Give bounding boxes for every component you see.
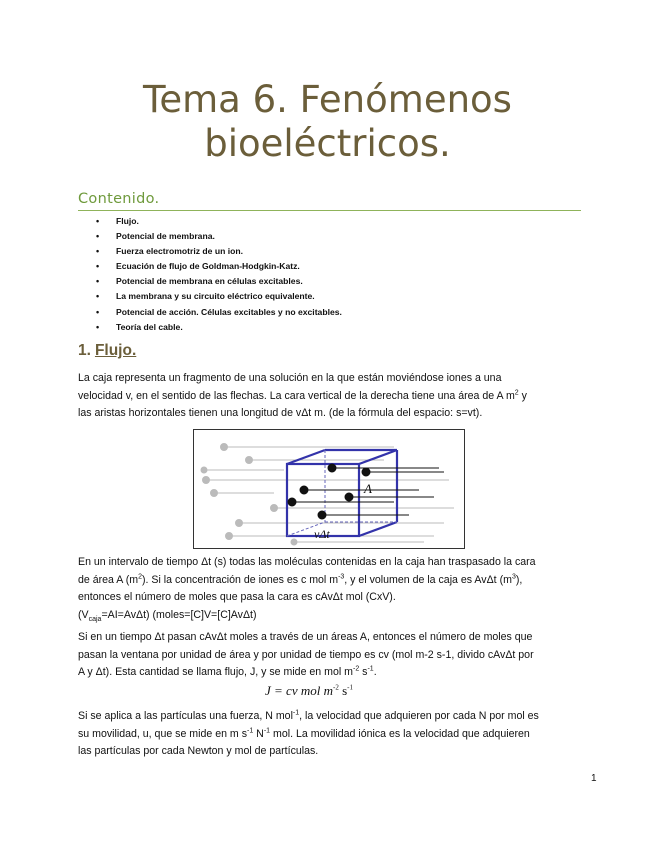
paragraph-line xyxy=(78,664,580,682)
text-run: y xyxy=(518,389,527,402)
bullet-icon: • xyxy=(96,231,100,242)
toc-item-label: Potencial de membrana. xyxy=(116,231,215,242)
superscript: 3 xyxy=(511,572,516,580)
formula-text: J = cv mol m xyxy=(265,683,333,698)
table-of-contents xyxy=(96,214,342,335)
text-run: s xyxy=(359,666,368,678)
toc-item xyxy=(96,229,342,244)
bullet-icon: • xyxy=(96,321,100,332)
section-title: Flujo. xyxy=(94,342,137,359)
paragraph-line: entonces el número de moles que pasa la cara es cAvΔt mol (CxV). xyxy=(78,591,396,603)
toc-item xyxy=(96,289,342,304)
subscript: caja xyxy=(88,615,102,623)
text-run: su movilidad, u, que se mide en m s xyxy=(78,727,247,740)
flux-formula xyxy=(265,683,353,699)
paragraph-box-description xyxy=(78,370,580,423)
superscript: -2 xyxy=(332,683,339,692)
contents-heading: Contenido. xyxy=(78,191,160,207)
paragraph-line: las aristas horizontales tienen una longitud de vΔt m. (de la fórmula del espacio: s=vt). xyxy=(78,407,483,419)
text-run: mol. La movilidad iónica es la velocidad que adquieren xyxy=(270,727,530,740)
paragraph-line: pasan la ventana por unidad de área y por unidad de tiempo es cv (mol m-2 s-1, divido cAvΔt por xyxy=(78,648,534,661)
superscript: -1 xyxy=(247,726,254,734)
title-line-2: bioeléctricos. xyxy=(204,122,451,165)
toc-item-label: Potencial de membrana en células excitables. xyxy=(116,276,303,287)
bullet-icon: • xyxy=(96,276,100,287)
toc-item-label: Ecuación de flujo de Goldman-Hodgkin-Katz. xyxy=(116,261,300,272)
text-run: Si se aplica a las partículas una fuerza, N mol xyxy=(78,710,293,722)
bullet-icon: • xyxy=(96,306,100,317)
superscript: -1 xyxy=(292,709,300,717)
text-run: , y el volumen de la caja es AvΔt (m xyxy=(344,573,512,586)
text-run: (V xyxy=(78,608,89,621)
text-run: A y Δt). Esta cantidad se llama flujo, J, y se mide en mol m xyxy=(78,666,353,678)
text-run: =AI=AvΔt) (moles=[C]V=[C]AvΔt) xyxy=(101,608,257,621)
title-line-1: Tema 6. Fenómenos xyxy=(143,78,512,121)
toc-item xyxy=(96,320,342,335)
formula-text: s xyxy=(338,683,348,698)
length-label: vΔt xyxy=(314,527,330,541)
bullet-icon: • xyxy=(96,246,100,257)
superscript: 2 xyxy=(138,572,142,580)
text-run: ). Si la concentración de iones es c mol m xyxy=(141,573,339,586)
superscript: -1 xyxy=(263,726,271,734)
paragraph-line: las partículas por cada Newton y mol de partículas. xyxy=(78,745,319,757)
toc-item xyxy=(96,214,342,229)
paragraph-line: En un intervalo de tiempo Δt (s) todas las moléculas contenidas en la caja han traspasado la cara xyxy=(78,556,536,568)
superscript: -2 xyxy=(352,665,360,673)
flux-box-figure xyxy=(193,429,465,549)
page-number: 1 xyxy=(591,773,597,784)
text-run: ), xyxy=(515,573,523,586)
bullet-icon: • xyxy=(96,216,100,226)
bullet-icon: • xyxy=(96,261,100,272)
superscript: -3 xyxy=(338,572,345,580)
paragraph-line xyxy=(78,388,580,406)
paragraph-flux-definition xyxy=(78,629,580,682)
paragraph-line: La caja representa un fragmento de una solución en la que están moviéndose iones a una xyxy=(78,372,502,384)
paragraph-line xyxy=(78,572,580,590)
bullet-icon: • xyxy=(96,291,100,302)
flux-box-diagram xyxy=(194,430,464,548)
text-run: velocidad v, en el sentido de las flechas. La cara vertical de la derecha tiene una área de A m xyxy=(78,389,515,402)
paragraph-line xyxy=(78,726,580,744)
paragraph-line xyxy=(78,607,580,625)
toc-item xyxy=(96,274,342,289)
toc-item xyxy=(96,259,342,274)
text-run: de área A (m xyxy=(78,573,139,586)
toc-item-label: Flujo. xyxy=(116,216,139,226)
paragraph-line: Si en un tiempo Δt pasan cAvΔt moles a través de un áreas A, entonces el número de moles que xyxy=(78,631,533,643)
toc-item-label: Potencial de acción. Células excitables y no excitables. xyxy=(116,306,342,317)
toc-item-label: Teoría del cable. xyxy=(116,321,183,332)
toc-item-label: Fuerza electromotriz de un ion. xyxy=(116,246,244,257)
text-run: . xyxy=(373,666,377,678)
toc-item-label: La membrana y su circuito eléctrico equivalente. xyxy=(116,291,315,302)
section-heading-flujo xyxy=(78,342,136,360)
heading-rule xyxy=(78,210,581,211)
text-run: , la velocidad que adquieren por cada N por mol es xyxy=(299,710,539,722)
area-label: A xyxy=(364,481,372,496)
paragraph-volume xyxy=(78,554,580,624)
text-run: N xyxy=(253,727,264,740)
superscript: -1 xyxy=(347,683,353,692)
toc-item xyxy=(96,305,342,320)
superscript: -1 xyxy=(367,665,374,673)
superscript: 2 xyxy=(514,388,519,396)
toc-item xyxy=(96,244,342,259)
paragraph-line xyxy=(78,708,580,726)
paragraph-mobility xyxy=(78,708,580,761)
section-number: 1. xyxy=(78,342,91,359)
